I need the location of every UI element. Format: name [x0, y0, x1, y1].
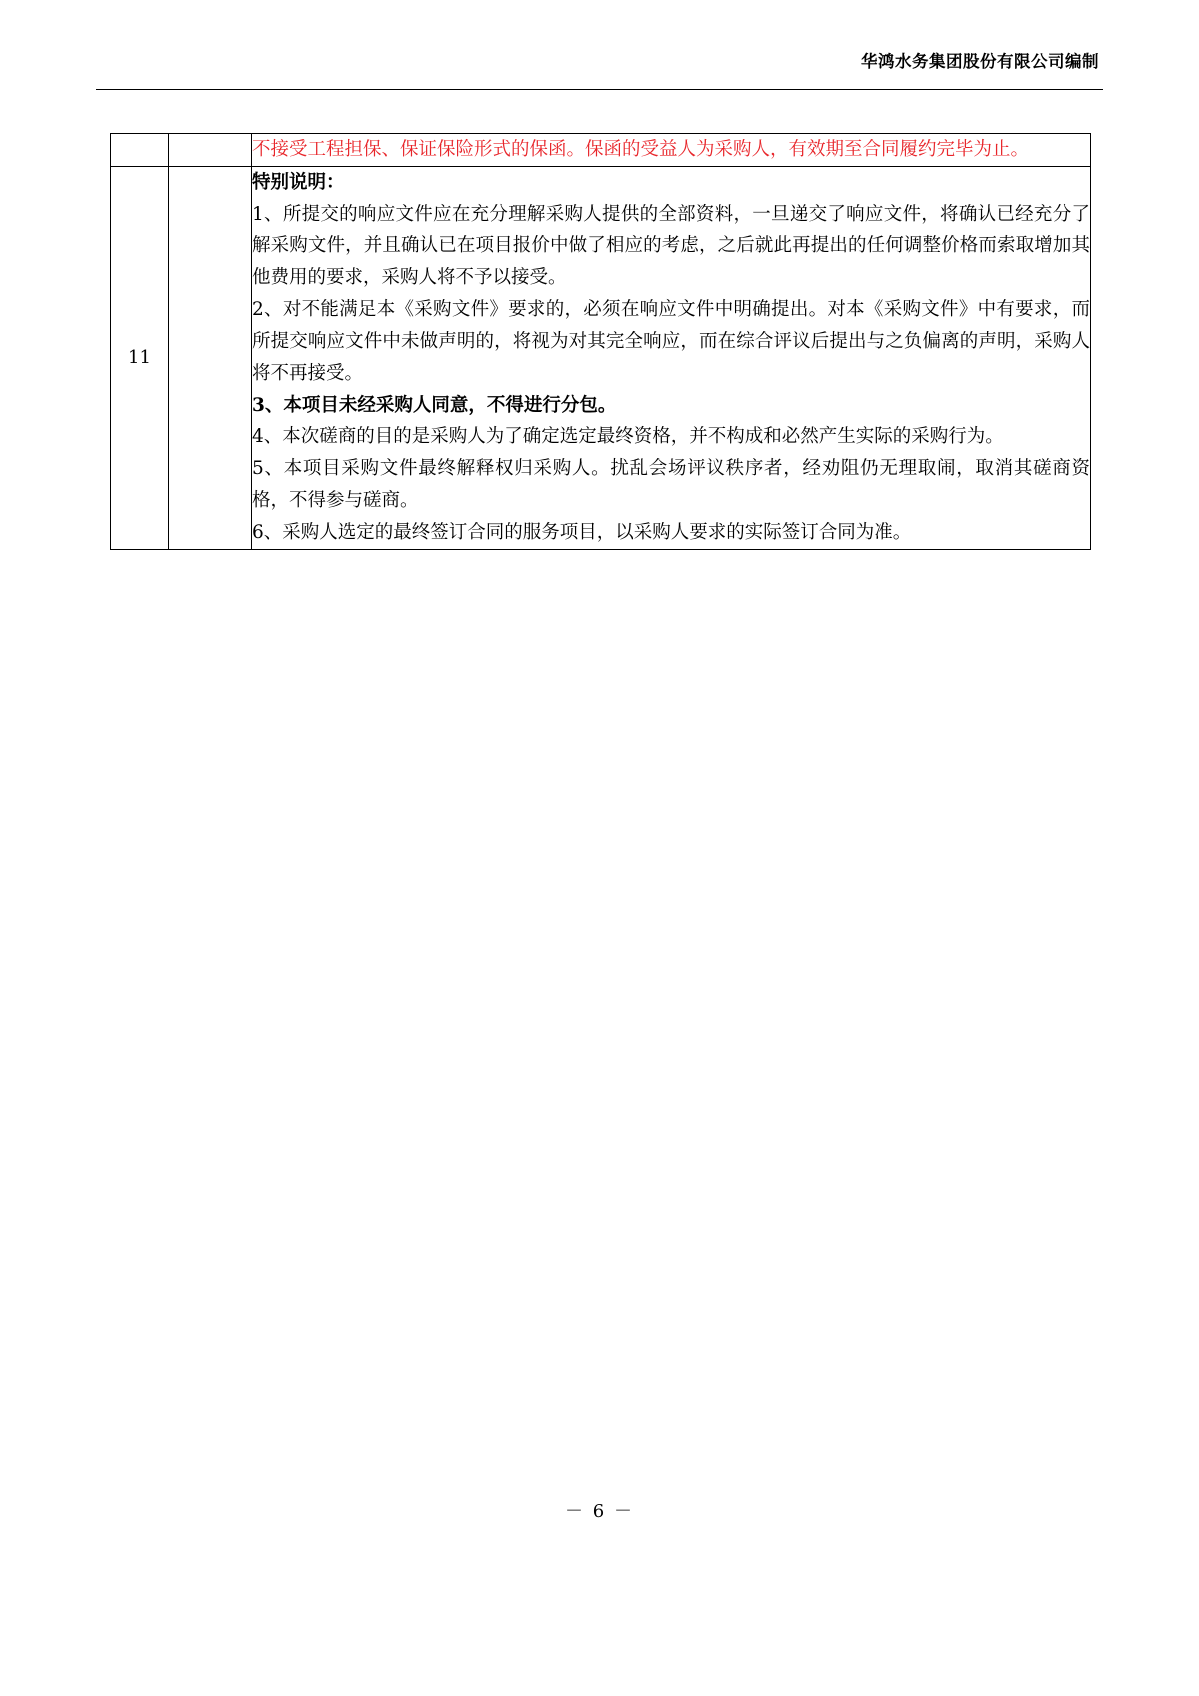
row-body-cell [252, 166, 1091, 549]
row-paragraph: 4、本次磋商的目的是采购人为了确定选定最终资格，并不构成和必然产生实际的采购行为。 [252, 426, 1004, 448]
row-paragraph: 不接受工程担保、保证保险形式的保函。保函的受益人为采购人，有效期至合同履约完毕为止。 [252, 139, 1030, 160]
page-number: － 6 － [565, 1501, 634, 1522]
row-body-cell [252, 134, 1091, 167]
requirements-table [110, 133, 1091, 550]
page-header [96, 52, 1103, 90]
special-note-title: 特别说明： [252, 171, 345, 193]
row-number-cell: 11 [111, 166, 169, 549]
row-item-cell [169, 134, 252, 167]
row-paragraph: 6、采购人选定的最终签订合同的服务项目，以采购人要求的实际签订合同为准。 [252, 521, 912, 543]
row-paragraph: 5、本项目采购文件最终解释权归采购人。扰乱会场评议秩序者，经劝阻仍无理取闹，取消其磋商资格，不得参与磋商。 [252, 458, 1090, 511]
row-paragraph: 3、本项目未经采购人同意，不得进行分包。 [252, 394, 617, 416]
page-footer [0, 1497, 1199, 1523]
row-number-cell [111, 134, 169, 167]
table-row [111, 166, 1091, 549]
row-paragraph: 1、所提交的响应文件应在充分理解采购人提供的全部资料，一旦递交了响应文件，将确认已经充分了解采购文件，并且确认已在项目报价中做了相应的考虑，之后就此再提出的任何调整价格而索取增加其他费用的要求，采购人将不予以接受。 [252, 203, 1090, 289]
row-item-cell [169, 166, 252, 549]
header-company-text: 华鸿水务集团股份有限公司编制 [861, 52, 1099, 71]
table-row [111, 134, 1091, 167]
row-paragraph: 2、对不能满足本《采购文件》要求的，必须在响应文件中明确提出。对本《采购文件》中有要求，而所提交响应文件中未做声明的，将视为对其完全响应，而在综合评议后提出与之负偏离的声明，采购人将不再接受。 [252, 299, 1090, 384]
